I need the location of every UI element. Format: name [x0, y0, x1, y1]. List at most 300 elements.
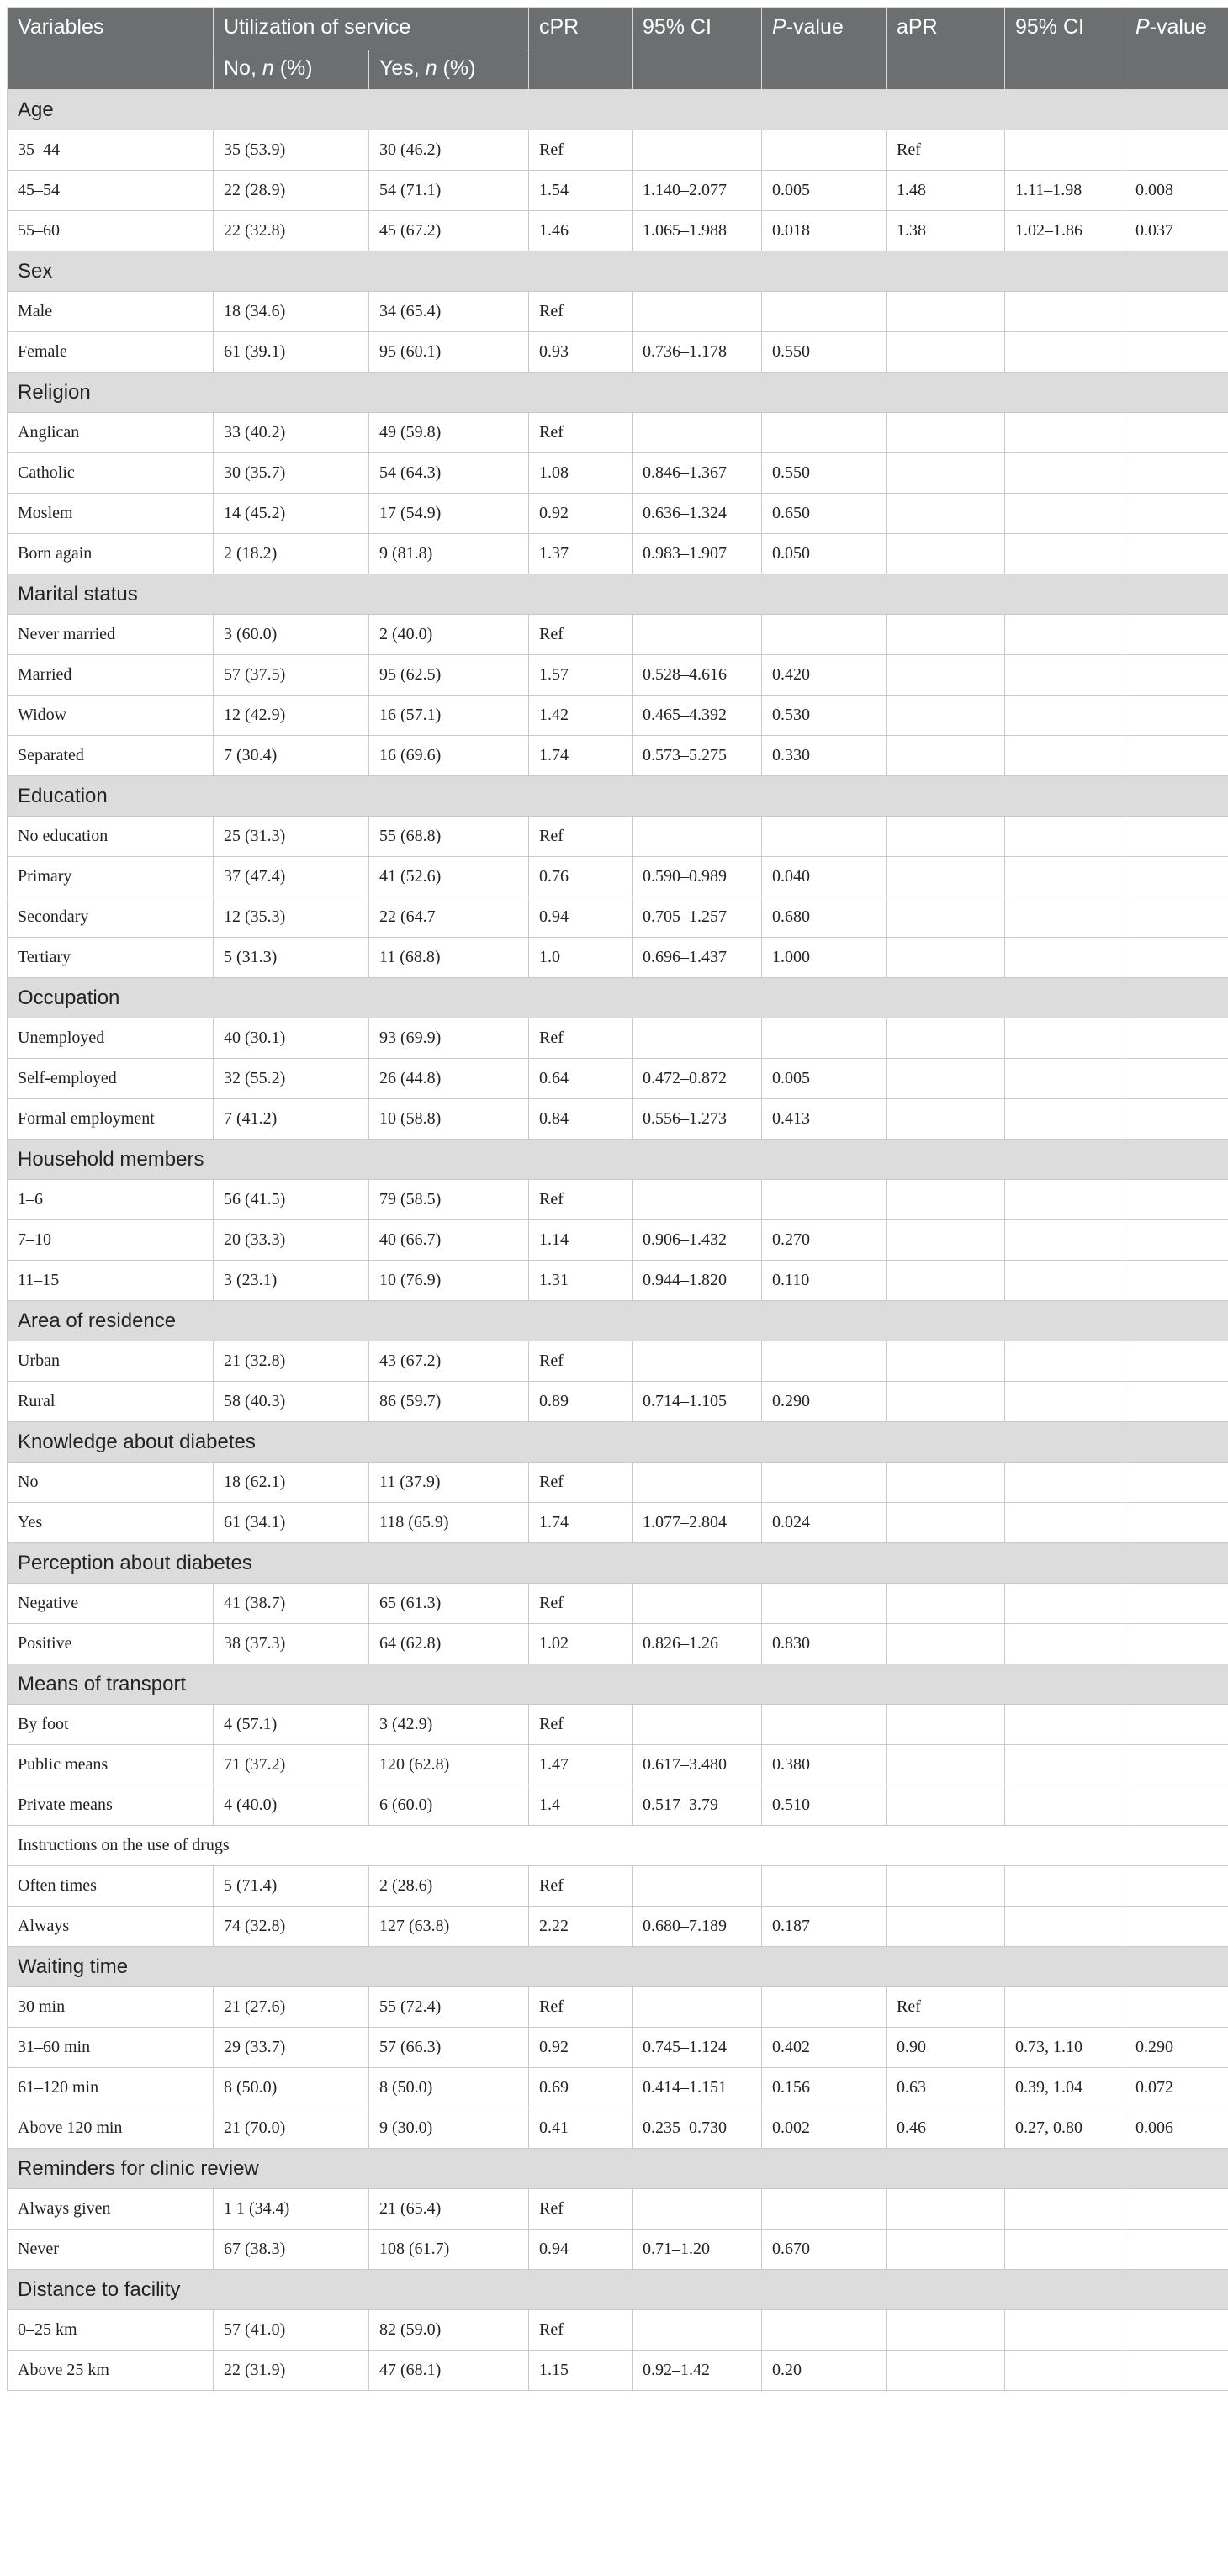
- yes-cell: 40 (66.7): [369, 1220, 529, 1261]
- cpr-cell: 0.76: [529, 857, 633, 897]
- cpr-cell: 0.94: [529, 897, 633, 938]
- variable-cell: Primary: [8, 857, 214, 897]
- ci-adjusted-cell: [1005, 130, 1125, 171]
- ci-adjusted-cell: [1005, 1018, 1125, 1059]
- no-cell: 4 (40.0): [214, 1785, 369, 1826]
- table-row: [8, 1624, 1228, 1664]
- table-row: [8, 2028, 1228, 2068]
- yes-cell: 16 (57.1): [369, 696, 529, 736]
- yes-cell: 9 (81.8): [369, 534, 529, 574]
- no-cell: 29 (33.7): [214, 2028, 369, 2068]
- ci-adjusted-cell: [1005, 938, 1125, 978]
- p-value-crude-cell: 0.110: [762, 1261, 887, 1301]
- section-label: Perception about diabetes: [8, 1543, 1228, 1584]
- variable-cell: Tertiary: [8, 938, 214, 978]
- yes-cell: 64 (62.8): [369, 1624, 529, 1664]
- apr-cell: [887, 2230, 1005, 2270]
- no-cell: 5 (71.4): [214, 1866, 369, 1907]
- no-cell: 14 (45.2): [214, 494, 369, 534]
- cpr-cell: 0.92: [529, 2028, 633, 2068]
- variable-cell: Male: [8, 292, 214, 332]
- header-variables: Variables: [8, 8, 214, 90]
- cpr-cell: 1.08: [529, 453, 633, 494]
- table-row: [8, 1180, 1228, 1220]
- p-value-adjusted-cell: [1125, 534, 1228, 574]
- header-no-n: n: [262, 56, 274, 80]
- no-cell: 61 (39.1): [214, 332, 369, 373]
- yes-cell: 10 (58.8): [369, 1099, 529, 1140]
- ci-crude-cell: [633, 615, 762, 655]
- p-value-crude-cell: [762, 1584, 887, 1624]
- ci-crude-cell: 1.077–2.804: [633, 1503, 762, 1543]
- header-p-rest: -value: [786, 15, 844, 39]
- p-value-crude-cell: 0.290: [762, 1382, 887, 1422]
- ci-crude-cell: 0.590–0.989: [633, 857, 762, 897]
- p-value-crude-cell: 0.002: [762, 2108, 887, 2149]
- yes-cell: 17 (54.9): [369, 494, 529, 534]
- table-row: [8, 332, 1228, 373]
- section-label: Sex: [8, 251, 1228, 292]
- table-row: [8, 494, 1228, 534]
- cpr-cell: Ref: [529, 1866, 633, 1907]
- cpr-cell: Ref: [529, 2310, 633, 2351]
- p-value-crude-cell: 0.402: [762, 2028, 887, 2068]
- ci-adjusted-cell: [1005, 1099, 1125, 1140]
- ci-adjusted-cell: [1005, 2230, 1125, 2270]
- table-row: [8, 1059, 1228, 1099]
- yes-cell: 57 (66.3): [369, 2028, 529, 2068]
- no-cell: 30 (35.7): [214, 453, 369, 494]
- apr-cell: [887, 413, 1005, 453]
- p-value-crude-cell: 0.380: [762, 1745, 887, 1785]
- apr-cell: [887, 938, 1005, 978]
- section-label: Area of residence: [8, 1301, 1228, 1341]
- variable-cell: Often times: [8, 1866, 214, 1907]
- no-cell: 7 (30.4): [214, 736, 369, 776]
- apr-cell: [887, 696, 1005, 736]
- no-cell: 38 (37.3): [214, 1624, 369, 1664]
- ci-crude-cell: 0.906–1.432: [633, 1220, 762, 1261]
- ci-adjusted-cell: [1005, 292, 1125, 332]
- ci-adjusted-cell: 0.73, 1.10: [1005, 2028, 1125, 2068]
- p-value-adjusted-cell: [1125, 1987, 1228, 2028]
- yes-cell: 55 (68.8): [369, 817, 529, 857]
- p-value-crude-cell: 0.830: [762, 1624, 887, 1664]
- section-label: Means of transport: [8, 1664, 1228, 1705]
- ci-adjusted-cell: [1005, 1866, 1125, 1907]
- ci-crude-cell: 0.846–1.367: [633, 453, 762, 494]
- cpr-cell: Ref: [529, 817, 633, 857]
- p-value-adjusted-cell: [1125, 736, 1228, 776]
- apr-cell: [887, 857, 1005, 897]
- table-row: [8, 2310, 1228, 2351]
- table-row: [8, 1018, 1228, 1059]
- apr-cell: [887, 494, 1005, 534]
- apr-cell: [887, 1220, 1005, 1261]
- yes-cell: 34 (65.4): [369, 292, 529, 332]
- apr-cell: 0.63: [887, 2068, 1005, 2108]
- yes-cell: 54 (71.1): [369, 171, 529, 211]
- no-cell: 3 (60.0): [214, 615, 369, 655]
- apr-cell: [887, 1341, 1005, 1382]
- no-cell: 57 (37.5): [214, 655, 369, 696]
- p-value-crude-cell: 0.550: [762, 453, 887, 494]
- cpr-cell: 1.74: [529, 1503, 633, 1543]
- ci-adjusted-cell: [1005, 2310, 1125, 2351]
- ci-crude-cell: 0.636–1.324: [633, 494, 762, 534]
- p-value-adjusted-cell: [1125, 1382, 1228, 1422]
- section-header-row: [8, 1422, 1228, 1463]
- yes-cell: 127 (63.8): [369, 1907, 529, 1947]
- yes-cell: 21 (65.4): [369, 2189, 529, 2230]
- p-value-crude-cell: 0.550: [762, 332, 887, 373]
- no-cell: 22 (28.9): [214, 171, 369, 211]
- no-cell: 22 (31.9): [214, 2351, 369, 2391]
- header-p-italic: P: [1135, 15, 1150, 39]
- table-row: [8, 2230, 1228, 2270]
- apr-cell: Ref: [887, 1987, 1005, 2028]
- apr-cell: [887, 1745, 1005, 1785]
- variable-cell: 30 min: [8, 1987, 214, 2028]
- no-cell: 12 (42.9): [214, 696, 369, 736]
- ci-adjusted-cell: [1005, 696, 1125, 736]
- p-value-adjusted-cell: [1125, 1584, 1228, 1624]
- cpr-cell: 1.0: [529, 938, 633, 978]
- yes-cell: 11 (37.9): [369, 1463, 529, 1503]
- variable-cell: Formal employment: [8, 1099, 214, 1140]
- apr-cell: 1.48: [887, 171, 1005, 211]
- ci-crude-cell: 0.556–1.273: [633, 1099, 762, 1140]
- no-cell: 56 (41.5): [214, 1180, 369, 1220]
- header-p-italic: P: [772, 15, 786, 39]
- cpr-cell: 0.84: [529, 1099, 633, 1140]
- section-header-row: [8, 978, 1228, 1018]
- yes-cell: 6 (60.0): [369, 1785, 529, 1826]
- header-yes-n: n: [425, 56, 437, 80]
- no-cell: 37 (47.4): [214, 857, 369, 897]
- variable-cell: Above 25 km: [8, 2351, 214, 2391]
- ci-crude-cell: 0.573–5.275: [633, 736, 762, 776]
- variable-cell: Secondary: [8, 897, 214, 938]
- variable-cell: 31–60 min: [8, 2028, 214, 2068]
- table-row: [8, 1584, 1228, 1624]
- cpr-cell: Ref: [529, 1584, 633, 1624]
- apr-cell: [887, 615, 1005, 655]
- apr-cell: [887, 2189, 1005, 2230]
- ci-crude-cell: 0.617–3.480: [633, 1745, 762, 1785]
- no-cell: 40 (30.1): [214, 1018, 369, 1059]
- apr-cell: [887, 1785, 1005, 1826]
- ci-adjusted-cell: [1005, 1059, 1125, 1099]
- ci-adjusted-cell: 0.27, 0.80: [1005, 2108, 1125, 2149]
- no-cell: 18 (62.1): [214, 1463, 369, 1503]
- variable-cell: 35–44: [8, 130, 214, 171]
- p-value-crude-cell: 0.024: [762, 1503, 887, 1543]
- apr-cell: [887, 1018, 1005, 1059]
- header-no-suffix: (%): [273, 56, 313, 80]
- table-row: [8, 2189, 1228, 2230]
- p-value-adjusted-cell: [1125, 1907, 1228, 1947]
- ci-crude-cell: [633, 1341, 762, 1382]
- no-cell: 20 (33.3): [214, 1220, 369, 1261]
- yes-cell: 65 (61.3): [369, 1584, 529, 1624]
- cpr-cell: 1.74: [529, 736, 633, 776]
- p-value-adjusted-cell: [1125, 332, 1228, 373]
- cpr-cell: 1.57: [529, 655, 633, 696]
- cpr-cell: Ref: [529, 1018, 633, 1059]
- p-value-adjusted-cell: [1125, 292, 1228, 332]
- p-value-crude-cell: [762, 1463, 887, 1503]
- p-value-adjusted-cell: 0.037: [1125, 211, 1228, 251]
- ci-adjusted-cell: [1005, 1382, 1125, 1422]
- yes-cell: 47 (68.1): [369, 2351, 529, 2391]
- no-cell: 61 (34.1): [214, 1503, 369, 1543]
- p-value-crude-cell: [762, 615, 887, 655]
- cpr-cell: Ref: [529, 130, 633, 171]
- p-value-crude-cell: 0.018: [762, 211, 887, 251]
- no-cell: 5 (31.3): [214, 938, 369, 978]
- variable-cell: Above 120 min: [8, 2108, 214, 2149]
- p-value-crude-cell: [762, 413, 887, 453]
- cpr-cell: 0.64: [529, 1059, 633, 1099]
- cpr-cell: Ref: [529, 413, 633, 453]
- header-yes-prefix: Yes,: [379, 56, 426, 80]
- ci-adjusted-cell: [1005, 1180, 1125, 1220]
- table-row: [8, 615, 1228, 655]
- no-cell: 21 (70.0): [214, 2108, 369, 2149]
- cpr-cell: 0.41: [529, 2108, 633, 2149]
- no-cell: 21 (27.6): [214, 1987, 369, 2028]
- cpr-cell: 1.46: [529, 211, 633, 251]
- ci-crude-cell: 0.465–4.392: [633, 696, 762, 736]
- yes-cell: 2 (40.0): [369, 615, 529, 655]
- no-cell: 32 (55.2): [214, 1059, 369, 1099]
- ci-adjusted-cell: [1005, 1907, 1125, 1947]
- p-value-crude-cell: 0.20: [762, 2351, 887, 2391]
- p-value-crude-cell: 0.670: [762, 2230, 887, 2270]
- section-header-row: [8, 373, 1228, 413]
- variable-cell: 7–10: [8, 1220, 214, 1261]
- header-no: [214, 50, 369, 90]
- section-label: Education: [8, 776, 1228, 817]
- table-row: [8, 130, 1228, 171]
- ci-crude-cell: 0.680–7.189: [633, 1907, 762, 1947]
- p-value-adjusted-cell: [1125, 1059, 1228, 1099]
- cpr-cell: 0.92: [529, 494, 633, 534]
- ci-crude-cell: 0.714–1.105: [633, 1382, 762, 1422]
- yes-cell: 79 (58.5): [369, 1180, 529, 1220]
- no-cell: 22 (32.8): [214, 211, 369, 251]
- p-value-crude-cell: 0.040: [762, 857, 887, 897]
- table-row: [8, 292, 1228, 332]
- table-row: [8, 1907, 1228, 1947]
- variable-cell: Positive: [8, 1624, 214, 1664]
- ci-crude-cell: [633, 413, 762, 453]
- p-value-crude-cell: [762, 2310, 887, 2351]
- header-yes-suffix: (%): [437, 56, 476, 80]
- variable-cell: 0–25 km: [8, 2310, 214, 2351]
- section-header-row: [8, 776, 1228, 817]
- table-row: [8, 1866, 1228, 1907]
- no-cell: 25 (31.3): [214, 817, 369, 857]
- subheader-label: Instructions on the use of drugs: [8, 1826, 1228, 1866]
- table-row: [8, 211, 1228, 251]
- section-header-row: [8, 2270, 1228, 2310]
- no-cell: 35 (53.9): [214, 130, 369, 171]
- cpr-cell: Ref: [529, 1987, 633, 2028]
- no-cell: 4 (57.1): [214, 1705, 369, 1745]
- p-value-adjusted-cell: [1125, 130, 1228, 171]
- ci-crude-cell: 0.235–0.730: [633, 2108, 762, 2149]
- apr-cell: 1.38: [887, 211, 1005, 251]
- ci-adjusted-cell: [1005, 453, 1125, 494]
- apr-cell: [887, 1261, 1005, 1301]
- variable-cell: 55–60: [8, 211, 214, 251]
- apr-cell: [887, 655, 1005, 696]
- cpr-cell: 1.31: [529, 1261, 633, 1301]
- p-value-crude-cell: [762, 1018, 887, 1059]
- table-row: [8, 897, 1228, 938]
- yes-cell: 95 (60.1): [369, 332, 529, 373]
- yes-cell: 8 (50.0): [369, 2068, 529, 2108]
- variable-cell: Widow: [8, 696, 214, 736]
- no-cell: 58 (40.3): [214, 1382, 369, 1422]
- no-cell: 21 (32.8): [214, 1341, 369, 1382]
- section-header-row: [8, 1301, 1228, 1341]
- p-value-crude-cell: 0.420: [762, 655, 887, 696]
- ci-adjusted-cell: [1005, 817, 1125, 857]
- ci-crude-cell: [633, 1705, 762, 1745]
- variable-cell: Female: [8, 332, 214, 373]
- ci-crude-cell: 0.528–4.616: [633, 655, 762, 696]
- ci-adjusted-cell: 1.11–1.98: [1005, 171, 1125, 211]
- p-value-crude-cell: [762, 1705, 887, 1745]
- yes-cell: 93 (69.9): [369, 1018, 529, 1059]
- variable-cell: 11–15: [8, 1261, 214, 1301]
- yes-cell: 30 (46.2): [369, 130, 529, 171]
- ci-crude-cell: 0.92–1.42: [633, 2351, 762, 2391]
- p-value-crude-cell: [762, 1987, 887, 2028]
- table-body: [8, 90, 1228, 2391]
- p-value-crude-cell: [762, 1180, 887, 1220]
- p-value-adjusted-cell: [1125, 2310, 1228, 2351]
- ci-crude-cell: 1.065–1.988: [633, 211, 762, 251]
- ci-crude-cell: 0.414–1.151: [633, 2068, 762, 2108]
- apr-cell: [887, 292, 1005, 332]
- table-row: [8, 1745, 1228, 1785]
- table-row: [8, 696, 1228, 736]
- variable-cell: Urban: [8, 1341, 214, 1382]
- ci-adjusted-cell: [1005, 1987, 1125, 2028]
- ci-adjusted-cell: [1005, 494, 1125, 534]
- ci-adjusted-cell: [1005, 1785, 1125, 1826]
- ci-crude-cell: 1.140–2.077: [633, 171, 762, 211]
- cpr-cell: 0.89: [529, 1382, 633, 1422]
- yes-cell: 10 (76.9): [369, 1261, 529, 1301]
- apr-cell: [887, 2351, 1005, 2391]
- ci-adjusted-cell: [1005, 1745, 1125, 1785]
- header-utilization: Utilization of service: [214, 8, 529, 50]
- apr-cell: [887, 332, 1005, 373]
- p-value-adjusted-cell: [1125, 1261, 1228, 1301]
- variable-cell: Always: [8, 1907, 214, 1947]
- variable-cell: Never married: [8, 615, 214, 655]
- p-value-crude-cell: 0.270: [762, 1220, 887, 1261]
- p-value-adjusted-cell: [1125, 1624, 1228, 1664]
- ci-adjusted-cell: 0.39, 1.04: [1005, 2068, 1125, 2108]
- p-value-adjusted-cell: [1125, 453, 1228, 494]
- ci-adjusted-cell: [1005, 2351, 1125, 2391]
- ci-adjusted-cell: [1005, 736, 1125, 776]
- apr-cell: 0.90: [887, 2028, 1005, 2068]
- ci-crude-cell: 0.71–1.20: [633, 2230, 762, 2270]
- p-value-crude-cell: 0.187: [762, 1907, 887, 1947]
- table-row: [8, 1382, 1228, 1422]
- ci-adjusted-cell: [1005, 1463, 1125, 1503]
- variable-cell: No education: [8, 817, 214, 857]
- ci-crude-cell: [633, 1584, 762, 1624]
- no-cell: 74 (32.8): [214, 1907, 369, 1947]
- section-header-row: [8, 2149, 1228, 2189]
- cpr-cell: Ref: [529, 2189, 633, 2230]
- table-row: [8, 817, 1228, 857]
- yes-cell: 49 (59.8): [369, 413, 529, 453]
- results-table: [7, 7, 1228, 2391]
- ci-adjusted-cell: [1005, 1584, 1125, 1624]
- table-row: [8, 1987, 1228, 2028]
- ci-crude-cell: [633, 817, 762, 857]
- apr-cell: [887, 1907, 1005, 1947]
- ci-adjusted-cell: [1005, 615, 1125, 655]
- cpr-cell: 1.02: [529, 1624, 633, 1664]
- header-cpr: cPR: [529, 8, 633, 90]
- variable-cell: Married: [8, 655, 214, 696]
- cpr-cell: Ref: [529, 1705, 633, 1745]
- variable-cell: 61–120 min: [8, 2068, 214, 2108]
- p-value-adjusted-cell: [1125, 1705, 1228, 1745]
- apr-cell: [887, 817, 1005, 857]
- p-value-adjusted-cell: [1125, 413, 1228, 453]
- no-cell: 18 (34.6): [214, 292, 369, 332]
- p-value-adjusted-cell: [1125, 857, 1228, 897]
- header-ci-crude: 95% CI: [633, 8, 762, 90]
- ci-adjusted-cell: 1.02–1.86: [1005, 211, 1125, 251]
- p-value-adjusted-cell: [1125, 1018, 1228, 1059]
- ci-crude-cell: 0.745–1.124: [633, 2028, 762, 2068]
- header-no-prefix: No,: [224, 56, 262, 80]
- p-value-adjusted-cell: [1125, 817, 1228, 857]
- section-label: Religion: [8, 373, 1228, 413]
- apr-cell: Ref: [887, 130, 1005, 171]
- section-header-row: [8, 90, 1228, 130]
- subheader-row: [8, 1826, 1228, 1866]
- cpr-cell: 1.47: [529, 1745, 633, 1785]
- yes-cell: 43 (67.2): [369, 1341, 529, 1382]
- ci-crude-cell: [633, 130, 762, 171]
- cpr-cell: Ref: [529, 1463, 633, 1503]
- section-header-row: [8, 1947, 1228, 1987]
- p-value-crude-cell: [762, 1866, 887, 1907]
- section-label: Marital status: [8, 574, 1228, 615]
- ci-adjusted-cell: [1005, 534, 1125, 574]
- table-row: [8, 1099, 1228, 1140]
- p-value-crude-cell: 0.156: [762, 2068, 887, 2108]
- table-row: [8, 413, 1228, 453]
- ci-crude-cell: [633, 1866, 762, 1907]
- apr-cell: 0.46: [887, 2108, 1005, 2149]
- apr-cell: [887, 1705, 1005, 1745]
- header-yes: [369, 50, 529, 90]
